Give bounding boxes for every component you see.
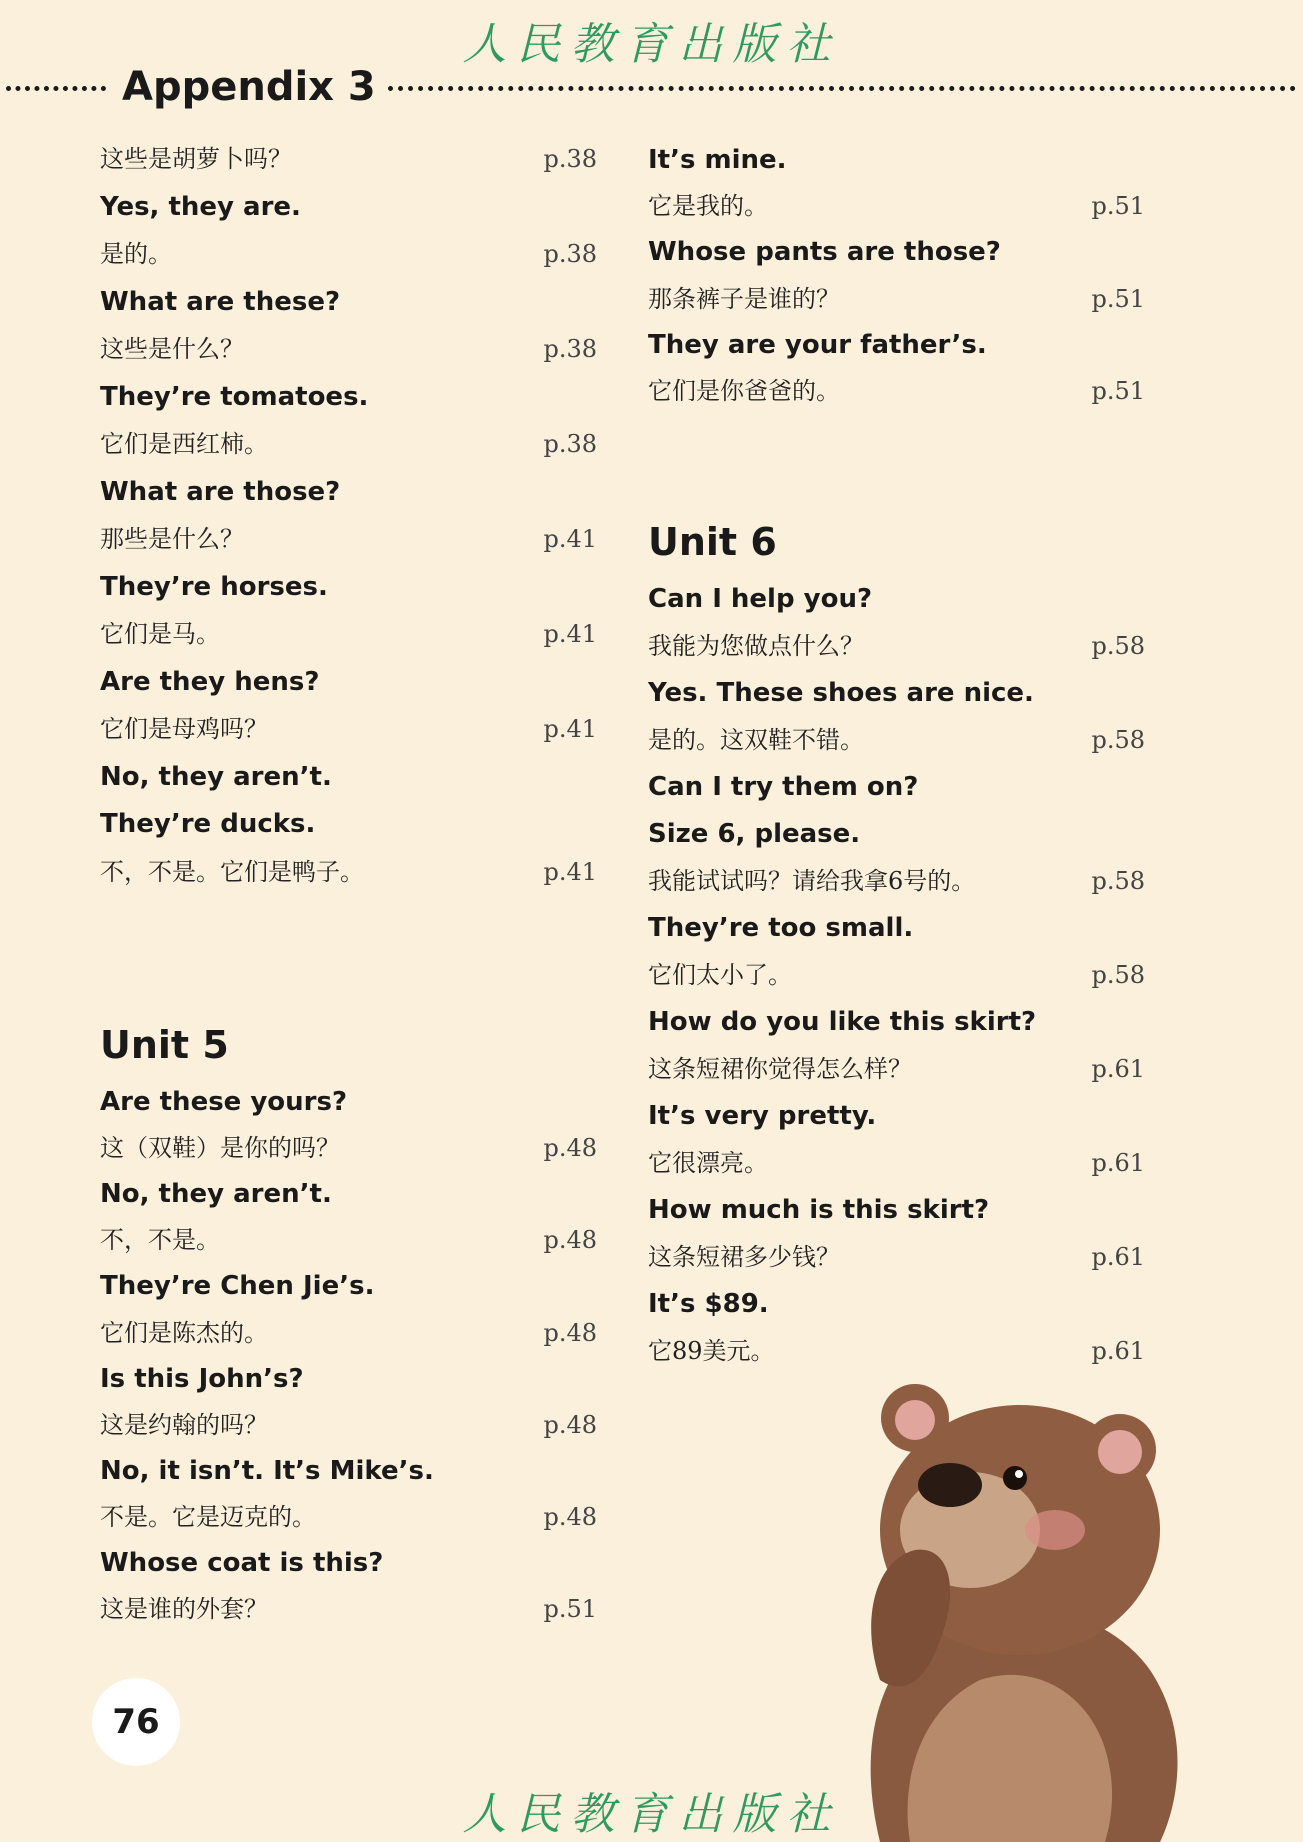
page-reference: p.61 (1091, 1243, 1145, 1271)
chinese-translation: 它们是西红柿。 (100, 430, 268, 458)
chinese-translation: 这（双鞋）是你的吗？ (100, 1134, 340, 1163)
english-sentence-row (100, 278, 600, 326)
english-sentence: What are those? (100, 476, 341, 507)
chinese-translation: 这是约翰的吗？ (100, 1410, 268, 1439)
chinese-translation-row (648, 1045, 1148, 1093)
chinese-translation-row (648, 716, 1148, 764)
chinese-translation-row (648, 182, 1148, 230)
chinese-translation: 是的。这双鞋不错。 (648, 726, 864, 754)
page-reference: p.38 (543, 145, 597, 173)
chinese-translation: 它们是马。 (100, 620, 220, 648)
chinese-translation-row (100, 1309, 600, 1357)
page-reference: p.58 (1091, 632, 1145, 660)
english-sentence-row (100, 1355, 600, 1403)
chinese-translation: 这条短裙你觉得怎么样？ (648, 1055, 912, 1083)
chinese-translation: 它们是母鸡吗？ (100, 715, 268, 743)
chinese-translation: 那些是什么？ (100, 525, 244, 553)
page-reference: p.58 (1091, 726, 1145, 754)
english-sentence-row (100, 800, 600, 848)
page-reference: p.41 (543, 715, 597, 743)
english-sentence: They are your father’s. (648, 329, 987, 360)
chinese-translation-row (100, 135, 600, 183)
english-sentence-row (100, 1078, 600, 1126)
english-sentence: They’re too small. (648, 913, 914, 943)
english-sentence: Yes. These shoes are nice. (648, 678, 1034, 708)
chinese-translation: 不，不是。 (100, 1226, 220, 1255)
header-dots-right (388, 86, 1296, 91)
chinese-translation-row (100, 1585, 600, 1633)
appendix-title: Appendix 3 (122, 64, 376, 110)
page-reference: p.38 (543, 430, 597, 458)
chinese-translation-row (648, 857, 1148, 905)
chinese-translation: 它很漂亮。 (648, 1149, 768, 1177)
english-sentence-row (100, 373, 600, 421)
english-sentence: It’s $89. (648, 1289, 769, 1319)
chinese-translation-row (100, 848, 600, 896)
english-sentence-row (648, 136, 1148, 184)
english-sentence-row (100, 1262, 600, 1310)
english-sentence-row (100, 753, 600, 801)
appendix-header (0, 62, 1303, 112)
english-sentence-row (648, 904, 1148, 952)
page-reference: p.51 (1091, 377, 1145, 405)
english-sentence: No, it isn’t. It’s Mike’s. (100, 1455, 434, 1486)
english-sentence: Can I try them on? (648, 772, 919, 802)
publisher-logo-top: 人民教育出版社 (462, 19, 841, 70)
english-sentence-row (100, 1170, 600, 1218)
page-reference: p.51 (543, 1595, 597, 1624)
page-reference: p.58 (1091, 961, 1145, 989)
chinese-translation-row (648, 622, 1148, 670)
english-sentence: They’re tomatoes. (100, 381, 369, 412)
page-reference: p.61 (1091, 1337, 1145, 1365)
english-sentence: It’s very pretty. (648, 1101, 877, 1131)
page-reference: p.41 (543, 620, 597, 648)
english-sentence: Whose pants are those? (648, 237, 1001, 268)
english-sentence: They’re Chen Jie’s. (100, 1271, 375, 1302)
english-sentence: Is this John’s? (100, 1363, 304, 1394)
english-sentence: How much is this skirt? (648, 1195, 990, 1225)
page-reference: p.48 (543, 1226, 597, 1255)
chinese-translation-row (100, 1401, 600, 1449)
chinese-translation-row (648, 1139, 1148, 1187)
chinese-translation-row (100, 515, 600, 563)
chinese-translation: 它们是你爸爸的。 (648, 377, 840, 405)
english-sentence-row (100, 658, 600, 706)
english-sentence: Are they hens? (100, 666, 320, 697)
english-sentence: Are these yours? (100, 1087, 348, 1117)
unit-title: Unit 6 (648, 520, 777, 564)
english-sentence-row (100, 1447, 600, 1495)
chinese-translation: 不是。它是迈克的。 (100, 1502, 316, 1531)
publisher-logo-bottom: 人民教育出版社 (462, 1789, 841, 1840)
page-reference: p.41 (543, 525, 597, 553)
english-sentence-row (648, 1186, 1148, 1234)
english-sentence-row (100, 468, 600, 516)
english-sentence-row (648, 810, 1148, 858)
chinese-translation-row (648, 1233, 1148, 1281)
english-sentence-row (648, 669, 1148, 717)
english-sentence: It’s mine. (648, 145, 787, 175)
english-sentence-row (100, 563, 600, 611)
chinese-translation: 它们是陈杰的。 (100, 1318, 268, 1347)
page-reference: p.48 (543, 1134, 597, 1163)
english-sentence: They’re horses. (100, 571, 328, 602)
english-sentence: Whose coat is this? (100, 1548, 384, 1578)
page-number: 76 (92, 1678, 180, 1766)
chinese-translation: 它是我的。 (648, 192, 768, 221)
chinese-translation-row (100, 1124, 600, 1172)
english-sentence-row (100, 1539, 600, 1587)
page-reference: p.48 (543, 1318, 597, 1347)
chinese-translation: 我能试试吗？请给我拿6号的。 (648, 867, 976, 895)
english-sentence-row (100, 183, 600, 231)
unit-title: Unit 5 (100, 1023, 229, 1067)
english-sentence-row (648, 228, 1148, 276)
chinese-translation: 不，不是。它们是鸭子。 (100, 857, 364, 886)
page-reference: p.48 (543, 1502, 597, 1531)
english-sentence: No, they aren’t. (100, 1179, 332, 1210)
english-sentence-row (648, 575, 1148, 623)
chinese-translation-row (100, 230, 600, 278)
chinese-translation-row (648, 951, 1148, 999)
english-sentence-row (648, 321, 1148, 369)
english-sentence: Yes, they are. (100, 191, 301, 222)
chinese-translation: 我能为您做点什么？ (648, 632, 864, 660)
page-reference: p.51 (1091, 284, 1145, 313)
english-sentence-row (648, 1280, 1148, 1328)
chinese-translation-row (100, 420, 600, 468)
page-reference: p.61 (1091, 1055, 1145, 1083)
english-sentence: Size 6, please. (648, 819, 861, 849)
english-sentence-row (648, 763, 1148, 811)
english-sentence-row (648, 998, 1148, 1046)
chinese-translation-row (100, 610, 600, 658)
page-reference: p.51 (1091, 192, 1145, 221)
page-reference: p.61 (1091, 1149, 1145, 1177)
chinese-translation: 它们太小了。 (648, 961, 792, 989)
english-sentence: No, they aren’t. (100, 761, 332, 792)
chinese-translation-row (648, 1327, 1148, 1375)
bear-illustration (820, 1380, 1200, 1842)
chinese-translation: 这些是什么？ (100, 335, 244, 363)
chinese-translation-row (100, 1216, 600, 1264)
english-sentence: What are these? (100, 286, 341, 317)
page-reference: p.48 (543, 1410, 597, 1439)
english-sentence: Can I help you? (648, 584, 873, 614)
chinese-translation-row (648, 367, 1148, 415)
english-sentence: How do you like this skirt? (648, 1007, 1037, 1037)
chinese-translation: 那条裤子是谁的？ (648, 284, 840, 313)
chinese-translation: 是的。 (100, 240, 172, 268)
chinese-translation: 这是谁的外套？ (100, 1595, 268, 1624)
page-reference: p.38 (543, 335, 597, 363)
chinese-translation-row (100, 325, 600, 373)
chinese-translation-row (100, 705, 600, 753)
chinese-translation: 这条短裙多少钱？ (648, 1243, 840, 1271)
chinese-translation: 这些是胡萝卜吗？ (100, 145, 292, 173)
page-reference: p.38 (543, 240, 597, 268)
chinese-translation-row (648, 275, 1148, 323)
header-dots-left (6, 86, 106, 91)
page-reference: p.41 (543, 857, 597, 886)
chinese-translation-row (100, 1493, 600, 1541)
chinese-translation: 它89美元。 (648, 1337, 775, 1365)
page-reference: p.58 (1091, 867, 1145, 895)
english-sentence: They’re ducks. (100, 809, 316, 839)
english-sentence-row (648, 1092, 1148, 1140)
